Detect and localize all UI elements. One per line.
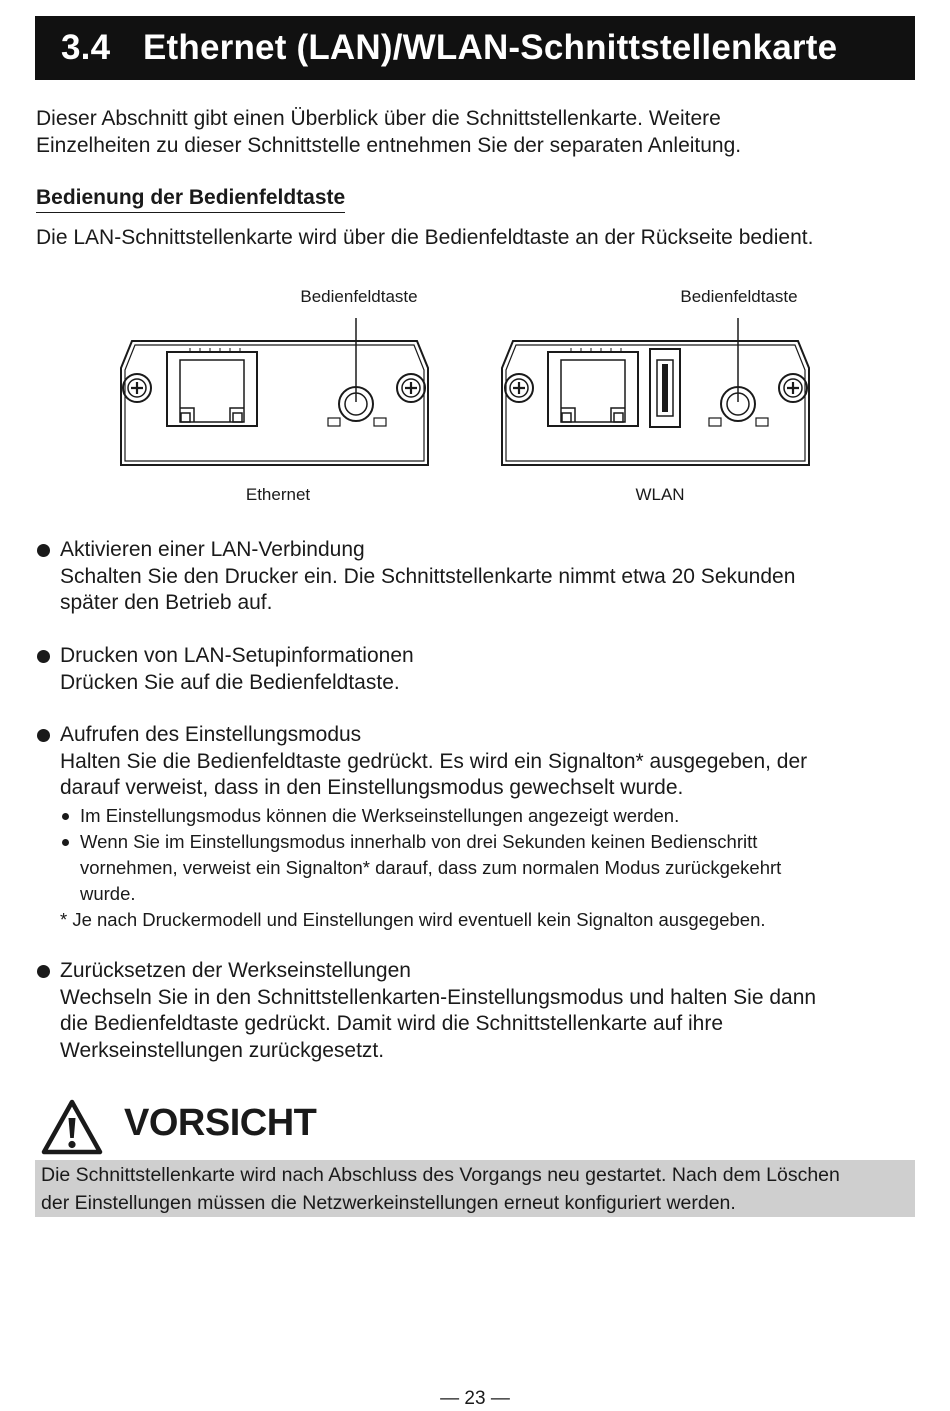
wlan-label: WLAN: [635, 485, 685, 504]
note-item: [60, 803, 916, 829]
bullet-settings-mode: [36, 722, 916, 933]
intro-line: Einzelheiten zu dieser Schnittstelle entnehmen Sie der separaten Anleitung.: [36, 134, 742, 157]
bullet-factory-reset: [36, 958, 916, 1064]
caution-title: VORSICHT: [124, 1102, 317, 1144]
caution-heading: [40, 1096, 440, 1156]
note-item: [60, 829, 916, 907]
right-button-label: Bedienfeldtaste: [680, 287, 798, 306]
bullet-print-setup: [36, 643, 916, 696]
left-button-label: Bedienfeldtaste: [300, 287, 418, 306]
footnote: * Je nach Druckermodell und Einstellungen wird eventuell kein Signalton ausgegeben.: [60, 908, 766, 930]
bullet-title: Zurücksetzen der Werkseinstellungen: [36, 958, 916, 985]
intro-line: Dieser Abschnitt gibt einen Überblick über die Schnittstellenkarte. Weitere: [36, 107, 721, 130]
bullet-body-line: später den Betrieb auf.: [60, 591, 273, 614]
wlan-card: [502, 318, 809, 465]
warning-triangle-icon: [40, 1098, 104, 1156]
note-line: Im Einstellungsmodus können die Werkseinstellungen angezeigt werden.: [80, 804, 680, 826]
interface-card-figure: [0, 280, 950, 520]
ethernet-card: [121, 318, 428, 465]
page-number: — 23 —: [440, 1388, 510, 1409]
section-number: 3.4: [61, 28, 111, 67]
ethernet-label: Ethernet: [245, 485, 311, 504]
subheading: Bedienung der Bedienfeldtaste: [36, 184, 345, 213]
section-title: Ethernet (LAN)/WLAN-Schnittstellenkarte: [143, 28, 838, 67]
note-line: vornehmen, verweist ein Signalton* darauf, dass zum normalen Modus zurückgekehrt: [80, 856, 782, 878]
note-line: Wenn Sie im Einstellungsmodus innerhalb von drei Sekunden keinen Bedienschritt: [80, 830, 758, 852]
bullet-body-line: die Bedienfeldtaste gedrückt. Damit wird die Schnittstellenkarte auf ihre: [60, 1012, 724, 1035]
intro-paragraph: [36, 105, 916, 159]
bullet-title: Aufrufen des Einstellungsmodus: [36, 722, 916, 749]
bullet-body-line: Werkseinstellungen zurückgesetzt.: [60, 1038, 385, 1062]
subheading-text: Die LAN-Schnittstellenkarte wird über die Bedienfeldtaste an der Rückseite bedient.: [36, 226, 814, 249]
bullet-body-line: Drücken Sie auf die Bedienfeldtaste.: [60, 670, 400, 694]
caution-line: der Einstellungen müssen die Netzwerkeinstellungen erneut konfiguriert werden.: [41, 1192, 736, 1214]
bullet-lan-connection: [36, 537, 916, 617]
note-line: wurde.: [80, 882, 136, 904]
bullet-body-line: Schalten Sie den Drucker ein. Die Schnittstellenkarte nimmt etwa 20 Sekunden: [60, 564, 796, 588]
bullet-title: Aktivieren einer LAN-Verbindung: [36, 537, 916, 564]
caution-box: [35, 1160, 915, 1217]
bullet-body-line: Wechseln Sie in den Schnittstellenkarten-Einstellungsmodus und halten Sie dann: [60, 985, 817, 1009]
caution-line: Die Schnittstellenkarte wird nach Abschluss des Vorgangs neu gestartet. Nach dem Löschen: [41, 1164, 840, 1186]
section-header: [35, 16, 915, 80]
bullet-title: Drucken von LAN-Setupinformationen: [36, 643, 916, 670]
bullet-body-line: Halten Sie die Bedienfeldtaste gedrückt. Es wird ein Signalton* ausgegeben, der: [60, 749, 808, 773]
bullet-body-line: darauf verweist, dass in den Einstellungsmodus gewechselt wurde.: [60, 776, 684, 799]
note-list: [36, 803, 916, 907]
